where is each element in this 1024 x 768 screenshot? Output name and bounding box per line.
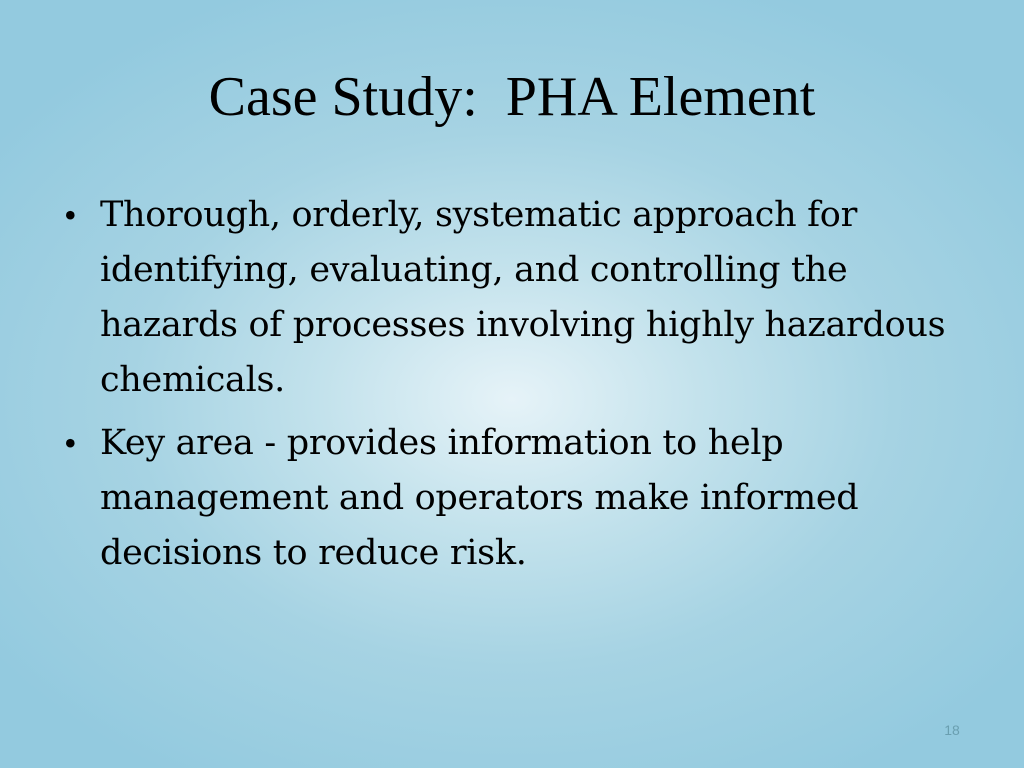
bullet-text: Key area - provides information to help management and operators make informed decisions to reduce risk. [100,423,859,573]
bullet-item [64,188,964,408]
slide-title: Case Study: PHA Element [208,66,816,128]
bullet-list [64,188,964,589]
page-number: 18 [944,722,960,738]
bullet-item [64,416,964,581]
bullet-text: Thorough, orderly, systematic approach for identifying, evaluating, and controlling the hazards of processes involving highly hazardous chemicals. [100,195,946,400]
bullet-marker: • [64,423,77,463]
bullet-marker: • [64,195,77,235]
